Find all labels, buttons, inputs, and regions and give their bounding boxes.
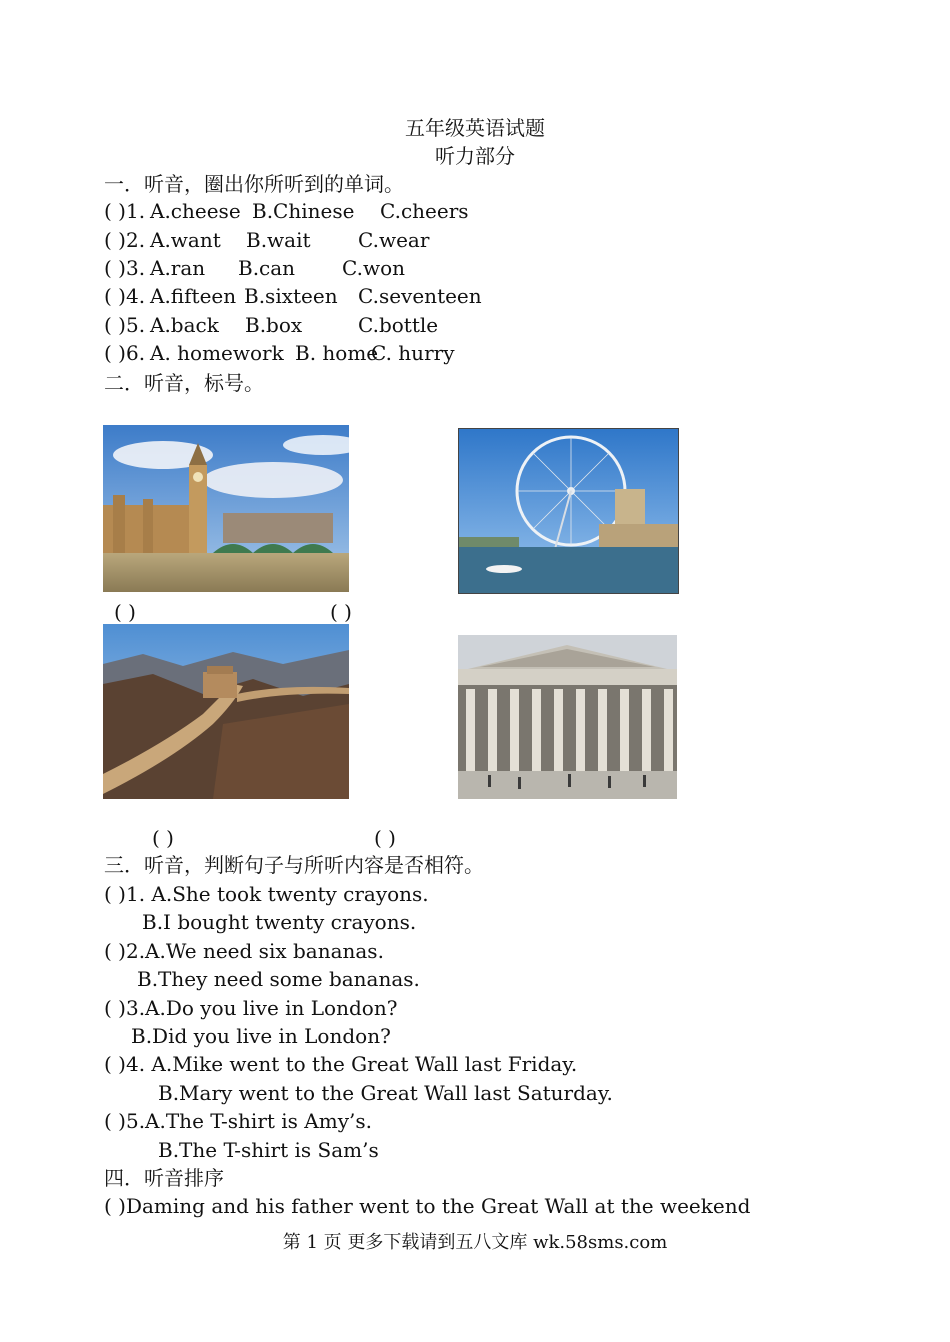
section4-heading: 四．听音排序 <box>104 1166 224 1190</box>
option-a: A.cheese <box>150 199 241 223</box>
page-subtitle: 听力部分 <box>435 144 515 168</box>
option-c: C.wear <box>358 228 430 252</box>
item-number: ( )4. <box>104 284 146 308</box>
section3-item-4-b: B.Mary went to the Great Wall last Saturday. <box>158 1081 613 1105</box>
option-a: A.want <box>150 228 221 252</box>
item-number: ( )3. <box>104 256 146 280</box>
section1-heading: 一．听音，圈出你所听到的单词。 <box>104 172 404 196</box>
section4-item-1: ( )Daming and his father went to the Great Wall at the weekend <box>104 1194 751 1218</box>
section3-item-3-a: ( )3.A.Do you live in London? <box>104 996 398 1020</box>
option-c: C.bottle <box>358 313 439 337</box>
section3-item-1-a: ( )1. A.She took twenty crayons. <box>104 882 429 906</box>
option-b: B.can <box>238 256 296 280</box>
option-c: C.cheers <box>380 199 469 223</box>
section3-item-5-b: B.The T-shirt is Sam’s <box>158 1138 379 1162</box>
option-c: C.won <box>342 256 405 280</box>
section3-item-2-a: ( )2.A.We need six bananas. <box>104 939 384 963</box>
section3-item-2-b: B.They need some bananas. <box>137 967 420 991</box>
option-b: B.Chinese <box>252 199 355 223</box>
option-b: B. home <box>295 341 379 365</box>
british-museum-photo <box>458 635 677 799</box>
section2-heading: 二．听音，标号。 <box>104 371 264 395</box>
page-title: 五年级英语试题 <box>405 116 545 140</box>
item-number: ( )1. <box>104 199 146 223</box>
section3-item-4-a: ( )4. A.Mike went to the Great Wall last Friday. <box>104 1052 578 1076</box>
option-b: B.box <box>245 313 303 337</box>
section3-item-1-b: B.I bought twenty crayons. <box>142 910 417 934</box>
item-number: ( )6. <box>104 341 146 365</box>
option-b: B.sixteen <box>244 284 338 308</box>
picture-1-answer-blank: ( ) <box>114 600 136 624</box>
london-eye-photo <box>458 428 679 594</box>
section3-heading: 三．听音，判断句子与所听内容是否相符。 <box>104 853 484 877</box>
option-a: A.fifteen <box>150 284 237 308</box>
big-ben-photo <box>103 425 349 592</box>
option-c: C.seventeen <box>358 284 482 308</box>
option-a: A.ran <box>150 256 206 280</box>
option-c: C. hurry <box>371 341 455 365</box>
item-number: ( )2. <box>104 228 146 252</box>
item-number: ( )5. <box>104 313 146 337</box>
section3-item-5-a: ( )5.A.The T-shirt is Amy’s. <box>104 1109 372 1133</box>
picture-2-answer-blank: ( ) <box>330 600 352 624</box>
section3-item-3-b: B.Did you live in London? <box>131 1024 391 1048</box>
page-footer: 第 1 页 更多下载请到五八文库 wk.58sms.com <box>282 1232 668 1253</box>
option-b: B.wait <box>246 228 311 252</box>
picture-3-answer-blank: ( ) <box>152 826 174 850</box>
option-a: A.back <box>150 313 219 337</box>
picture-4-answer-blank: ( ) <box>374 826 396 850</box>
great-wall-photo <box>103 624 349 799</box>
option-a: A. homework <box>150 341 284 365</box>
